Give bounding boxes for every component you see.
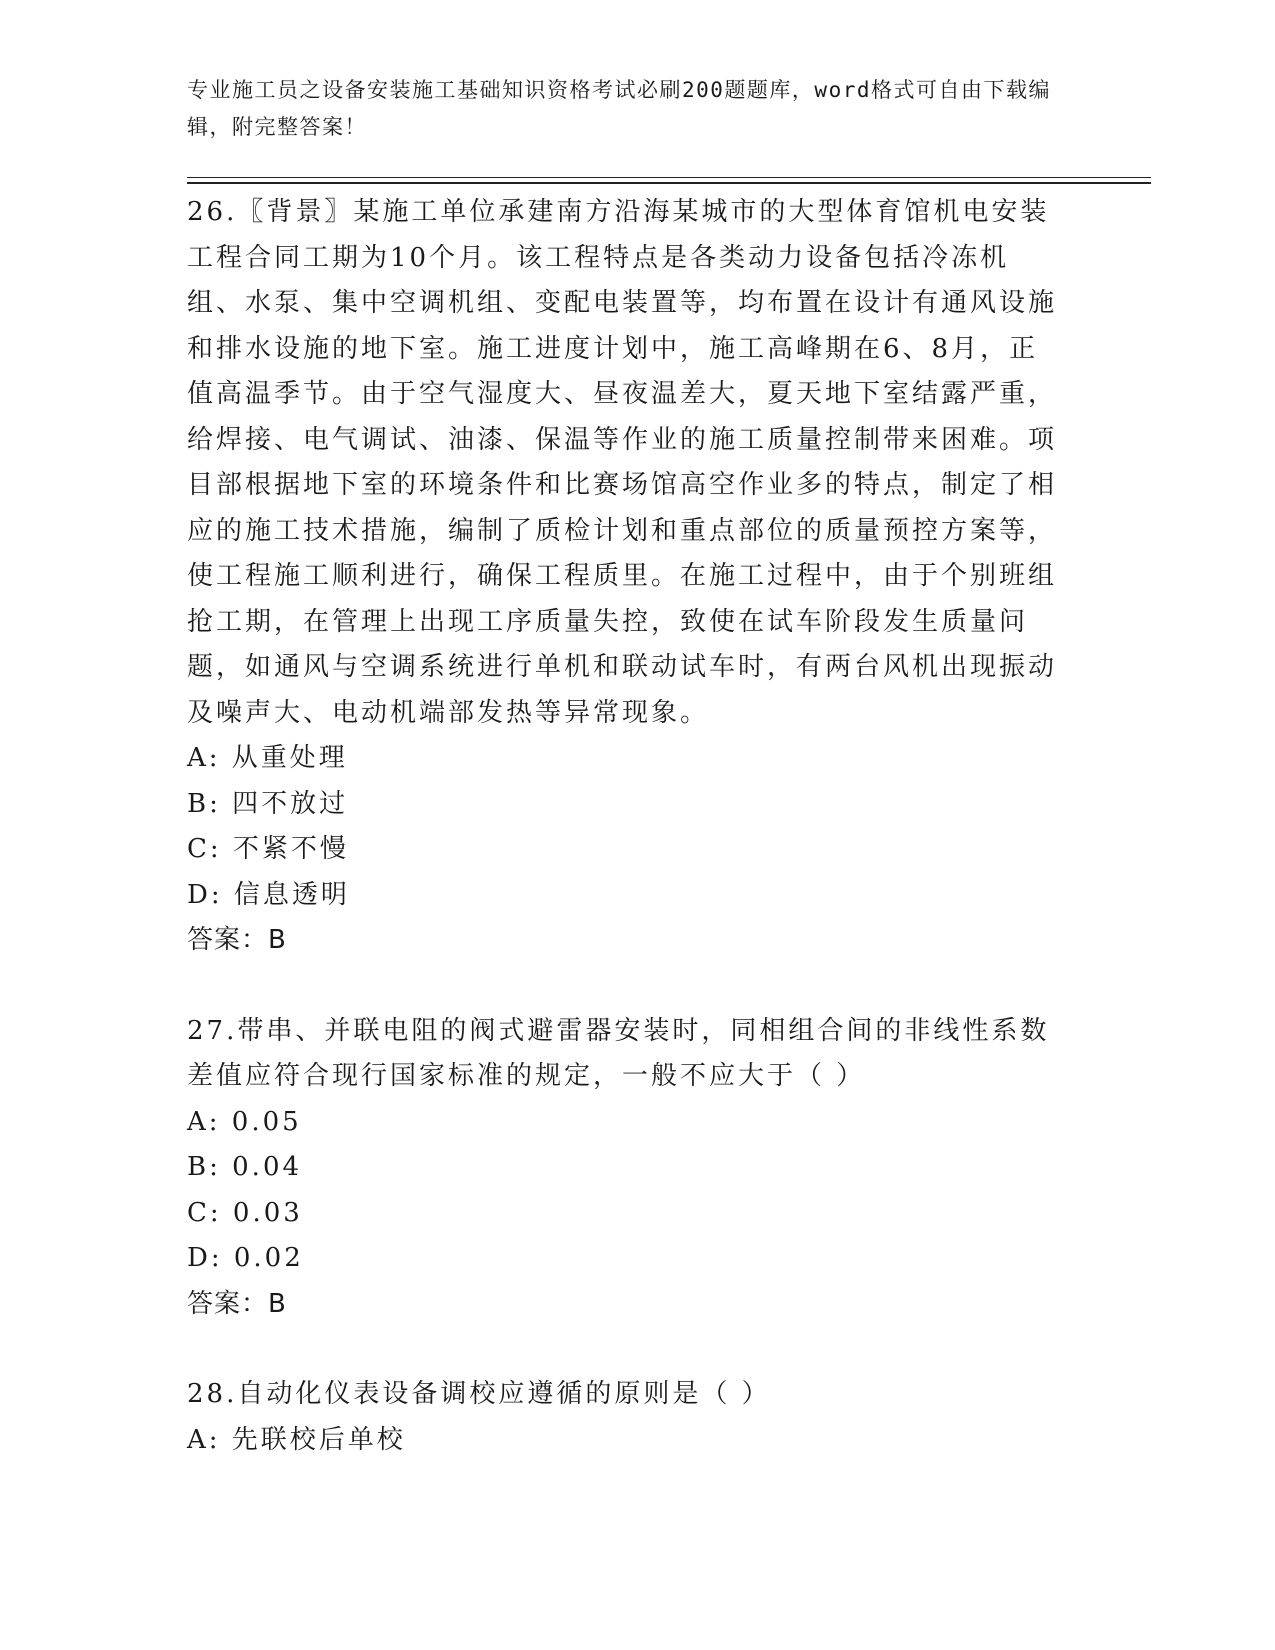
option-a: A: 0.05 [187, 1106, 302, 1137]
option-b: B: 四不放过 [187, 788, 349, 819]
answer-label: 答案：B [187, 1288, 287, 1319]
option-a: A: 从重处理 [187, 743, 348, 773]
spacer [187, 1327, 1067, 1372]
option-d: D: 0.02 [187, 1243, 304, 1273]
document-header: 专业施工员之设备安装施工基础知识资格考试必刷200题题库，word格式可自由下载编辑，附完整答案！ [187, 78, 1051, 139]
option-c: C: 不紧不慢 [187, 834, 349, 864]
option-d: D: 信息透明 [187, 879, 350, 910]
header-rule-thick [187, 182, 1151, 184]
question-28 [187, 1372, 1067, 1463]
option-c: C: 0.03 [187, 1197, 303, 1228]
question-27 [187, 1009, 1067, 1328]
header-rule-thin [187, 177, 1151, 178]
question-stem: 28.自动化仪表设备调校应遵循的原则是（ ） [187, 1379, 771, 1409]
question-list [187, 190, 1067, 1463]
question-stem: 26.〖背景〗某施工单位承建南方沿海某城市的大型体育馆机电安装工程合同工期为10个月。该工程特点是各类动力设备包括冷冻机组、水泵、集中空调机组、变配电装置等，均布置在设计有通风设施和排水设施的地下室。施工进度计划中，施工高峰期在6、8月，正值高温季节。由于空气湿度大、昼夜温差大，夏天地下室结露严重，给焊接、电气调试、油漆、保温等作业的施工质量控制带来困难。项目部根据地下室的环境条件和比赛场馆高空作业多的特点，制定了相应的施工技术措施，编制了质检计划和重点部位的质量预控方案等，使工程施工顺利进行，确保工程质里。在施工过程中，由于个别班组抢工期，在管理上出现工序质量失控，致使在试车阶段发生质量问题，如通风与空调系统进行单机和联动试车时，有两台风机出现振动及噪声大、电动机端部发热等异常现象。 [187, 197, 1058, 728]
option-b: B: 0.04 [187, 1152, 303, 1182]
answer-label: 答案：B [187, 925, 287, 955]
option-a: A: 先联校后单校 [187, 1424, 406, 1455]
spacer [187, 964, 1067, 1009]
question-stem: 27.带串、并联电阻的阀式避雷器安装时，同相组合间的非线性系数差值应符合现行国家标准的规定，一般不应大于（ ） [187, 1015, 1050, 1091]
question-26 [187, 190, 1067, 964]
